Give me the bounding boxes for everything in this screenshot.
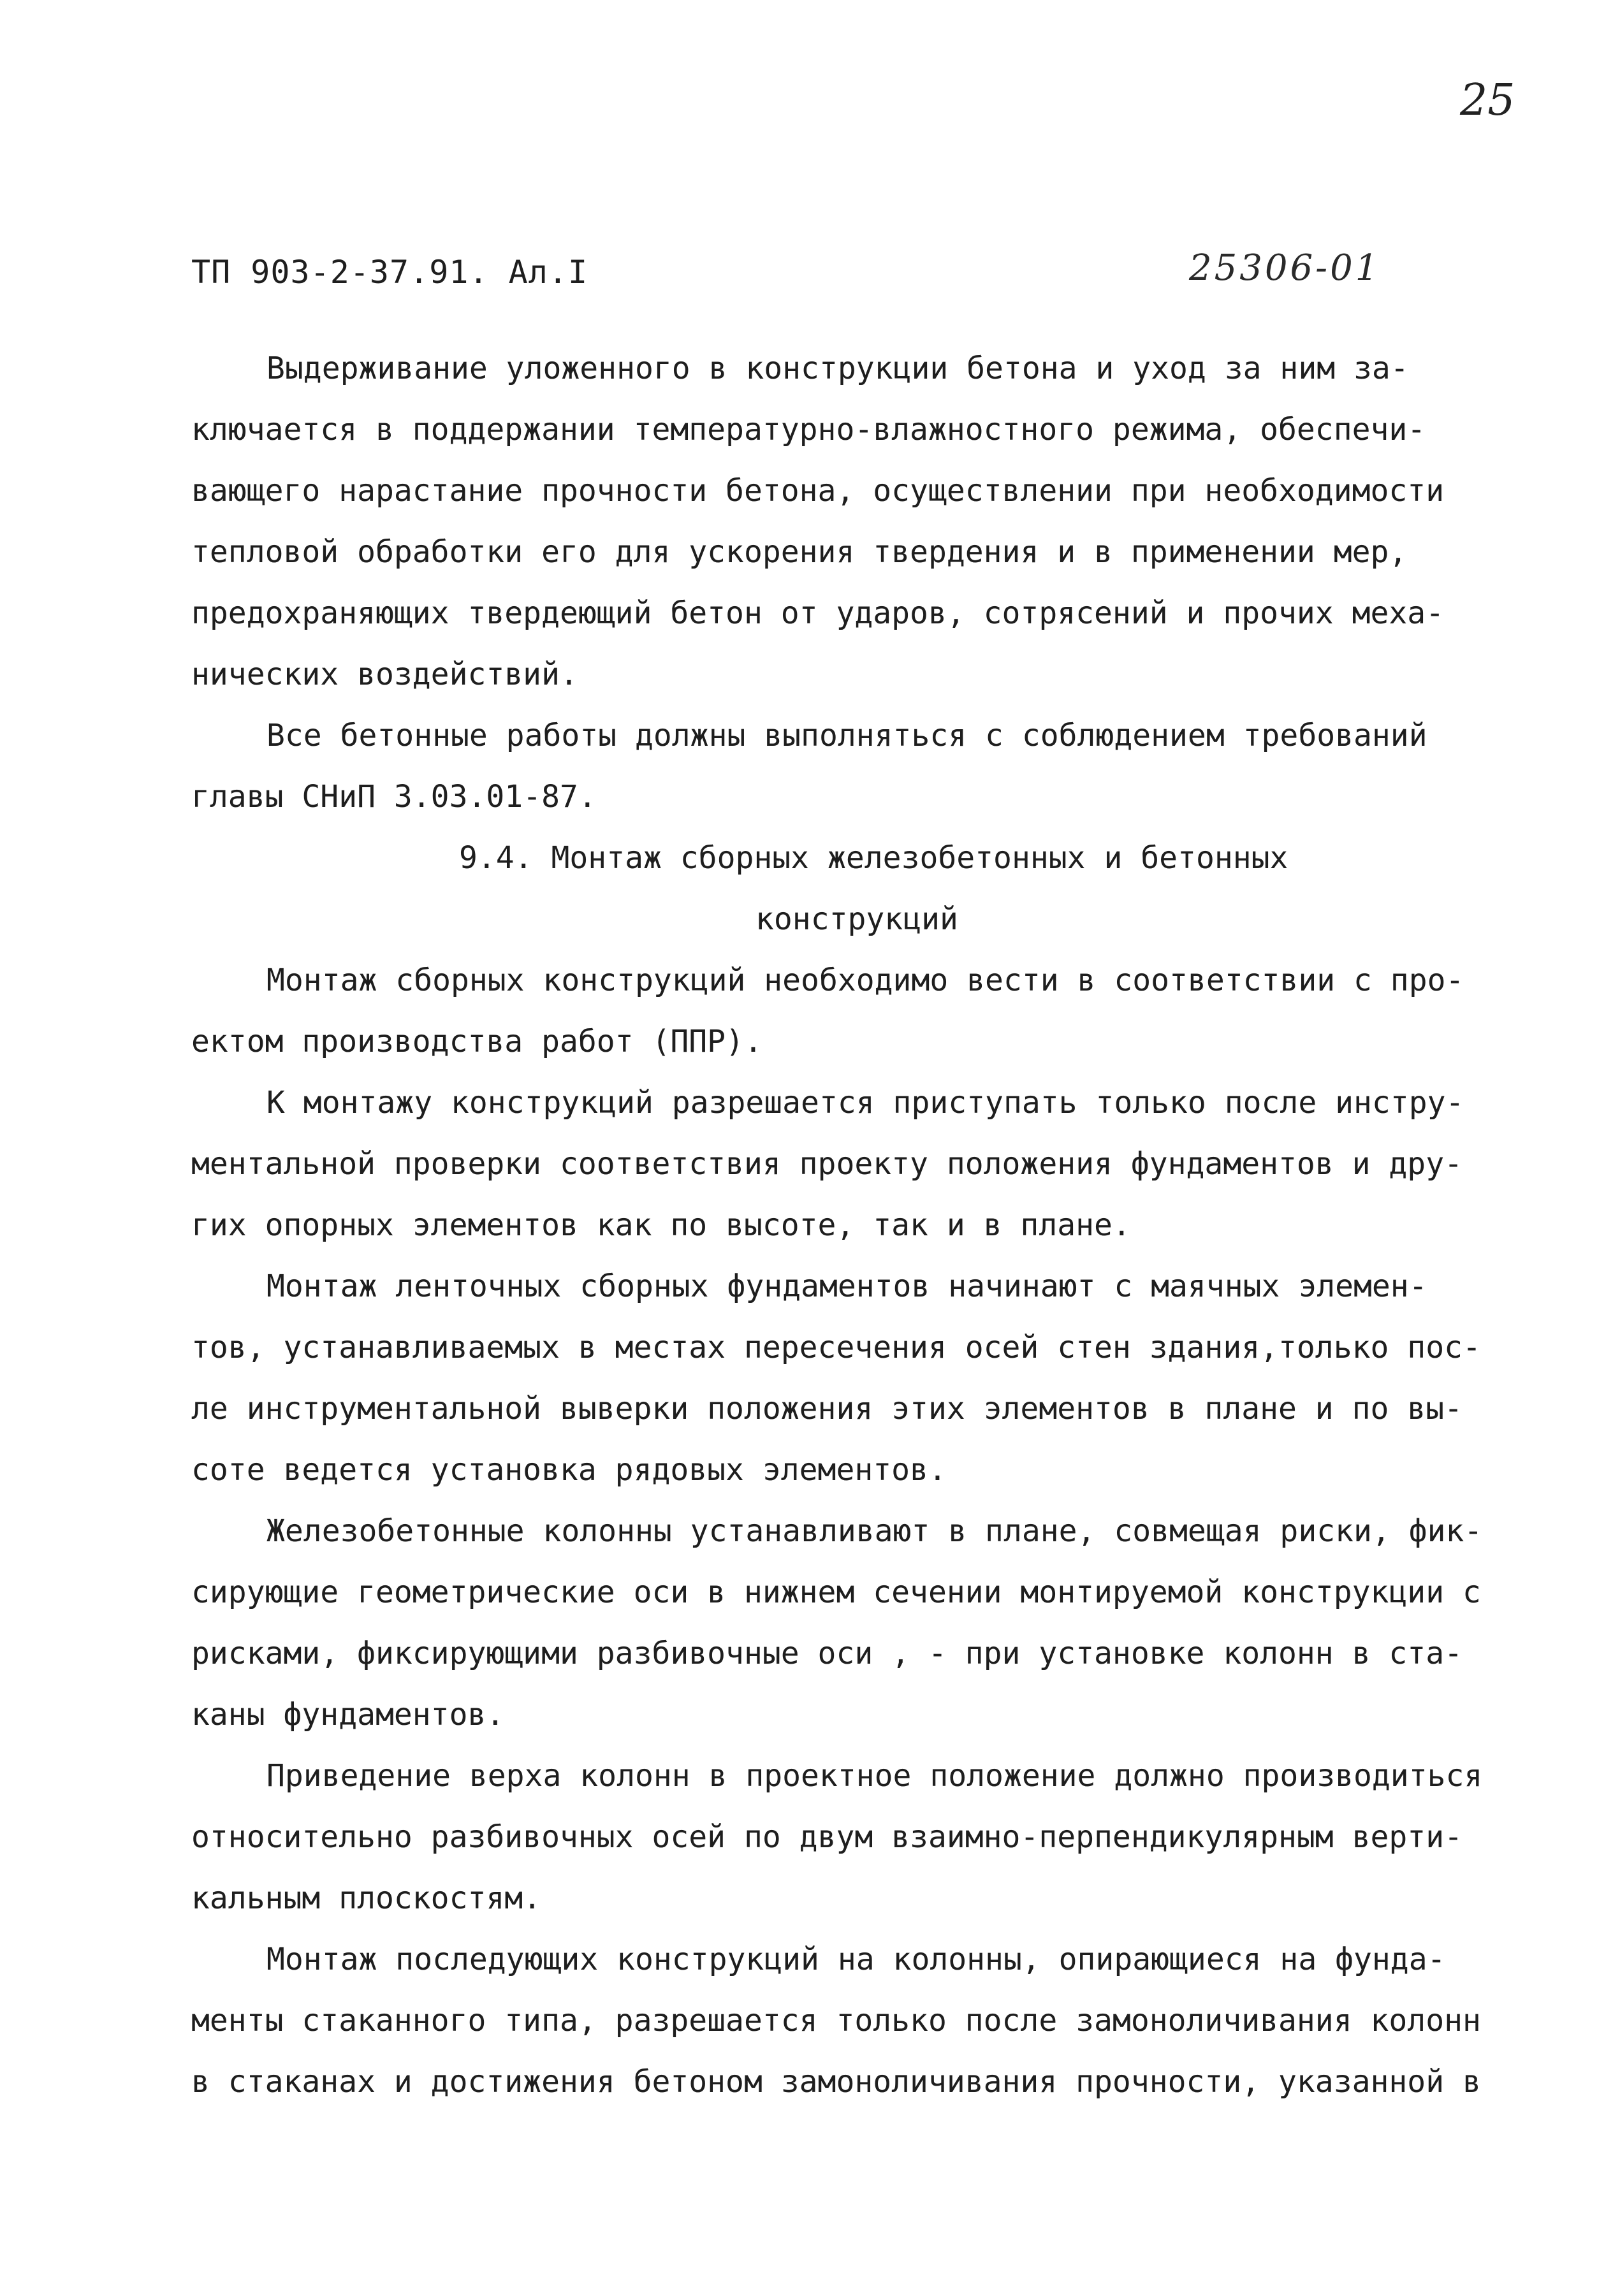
- text-line: относительно разбивочных осей по двум взаимно-перпендикулярным верти-: [191, 1819, 1463, 1855]
- text-line: сирующие геометрические оси в нижнем сечении монтируемой конструкции с: [191, 1574, 1481, 1610]
- text-line: Монтаж последующих конструкций на колонны, опирающиеся на фунда-: [266, 1942, 1446, 1977]
- paragraph: [191, 1929, 1517, 2112]
- body-text: [191, 338, 1517, 2112]
- text-line: менты стаканного типа, разрешается только после замоноличивания колонн: [191, 2003, 1481, 2038]
- paragraph: [191, 950, 1517, 1072]
- text-line: каны фундаментов.: [191, 1697, 505, 1733]
- text-line: Монтаж ленточных сборных фундаментов начинают с маячных элемен-: [266, 1268, 1427, 1304]
- text-line: предохраняющих твердеющий бетон от ударов, сотрясений и прочих меха-: [191, 595, 1445, 631]
- text-line: гих опорных элементов как по высоте, так и в плане.: [191, 1207, 1131, 1243]
- text-line: ключается в поддержании температурно-влажностного режима, обеспечи-: [191, 412, 1426, 447]
- text-line: ле инструментальной выверки положения этих элементов в плане и по вы-: [191, 1391, 1463, 1427]
- text-line: кальным плоскостям.: [191, 1880, 542, 1916]
- text-line: Монтаж сборных конструкций необходимо вести в соответствии с про-: [266, 963, 1464, 998]
- text-line: нических воздействий.: [191, 657, 578, 692]
- handwritten-inventory-number: 25306-01: [1189, 247, 1381, 289]
- paragraph: [191, 705, 1517, 827]
- text-line: тепловой обработки его для ускорения твердения и в применении мер,: [191, 534, 1408, 570]
- page-number: 25: [1460, 75, 1515, 126]
- paragraph: [191, 1745, 1517, 1929]
- section-heading-line: конструкций: [755, 901, 958, 937]
- text-line: вающего нарастание прочности бетона, осуществлении при необходимости: [191, 473, 1445, 509]
- text-line: ектом производства работ (ППР).: [191, 1024, 763, 1059]
- text-line: К монтажу конструкций разрешается приступать только после инстру-: [266, 1085, 1464, 1121]
- text-line: соте ведется установка рядовых элементов.: [191, 1452, 947, 1488]
- text-line: рисками, фиксирующими разбивочные оси , - при установке колонн в ста-: [191, 1636, 1463, 1671]
- text-line: ментальной проверки соответствия проекту положения фундаментов и дру-: [191, 1146, 1463, 1182]
- section-heading: [191, 827, 1517, 950]
- paragraph: [191, 1256, 1517, 1500]
- text-line: Приведение верха колонн в проектное положение должно производиться: [266, 1758, 1483, 1794]
- text-line: главы СНиП 3.03.01-87.: [191, 779, 597, 815]
- text-line: тов, устанавливаемых в местах пересечения осей стен здания,только пос-: [191, 1330, 1481, 1365]
- paragraph: [191, 1072, 1517, 1256]
- paragraph: [191, 338, 1517, 705]
- text-line: в стаканах и достижения бетоном замоноличивания прочности, указанной в: [191, 2064, 1481, 2100]
- text-line: Железобетонные колонны устанавливают в плане, совмещая риски, фик-: [266, 1513, 1483, 1549]
- document-code: ТП 903-2-37.91. Ал.I: [191, 254, 588, 291]
- text-line: Все бетонные работы должны выполняться с соблюдением требований: [266, 718, 1427, 753]
- section-heading-line: 9.4. Монтаж сборных железобетонных и бетонных: [459, 840, 1288, 876]
- text-line: Выдерживание уложенного в конструкции бетона и уход за ним за-: [266, 351, 1409, 386]
- paragraph: [191, 1500, 1517, 1745]
